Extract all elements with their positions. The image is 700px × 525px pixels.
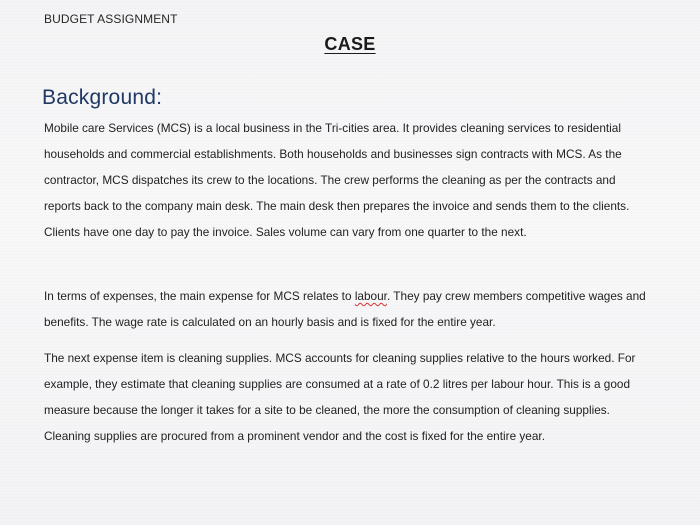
- paragraph-labour-text-start: In terms of expenses, the main expense for MCS relates to: [44, 289, 355, 303]
- case-title-container: [0, 34, 700, 55]
- document-header: BUDGET ASSIGNMENT: [44, 12, 178, 26]
- paragraph-labour-text-end: . They pay crew members competitive wages and benefits. The wage rate is calculated on an hourly basis and is fixed for the entire year.: [44, 289, 646, 329]
- background-heading: Background:: [42, 86, 163, 109]
- spellcheck-flagged-word[interactable]: labour: [354, 289, 387, 303]
- paragraph-labour-expense: [44, 283, 654, 335]
- paragraph-cleaning-supplies: The next expense item is cleaning supplies. MCS accounts for cleaning supplies relative to the hours worked. For example, they estimate that cleaning supplies are consumed at a rate of 0.2 litres per labour hour. This is a good measure because the longer it takes for a site to be cleaned, the more the consumption of cleaning supplies. Cleaning supplies are procured from a prominent vendor and the cost is fixed for the entire year.: [44, 351, 636, 443]
- paragraph-background: Mobile care Services (MCS) is a local business in the Tri-cities area. It provides cleaning services to residential households and commercial establishments. Both households and businesses sign contracts with MCS. As the contractor, MCS dispatches its crew to the locations. The crew performs the cleaning as per the contracts and reports back to the company main desk. The main desk then prepares the invoice and sends them to the clients. Clients have one day to pay the invoice. Sales volume can vary from one quarter to the next.: [44, 121, 630, 239]
- case-title: CASE: [324, 34, 376, 54]
